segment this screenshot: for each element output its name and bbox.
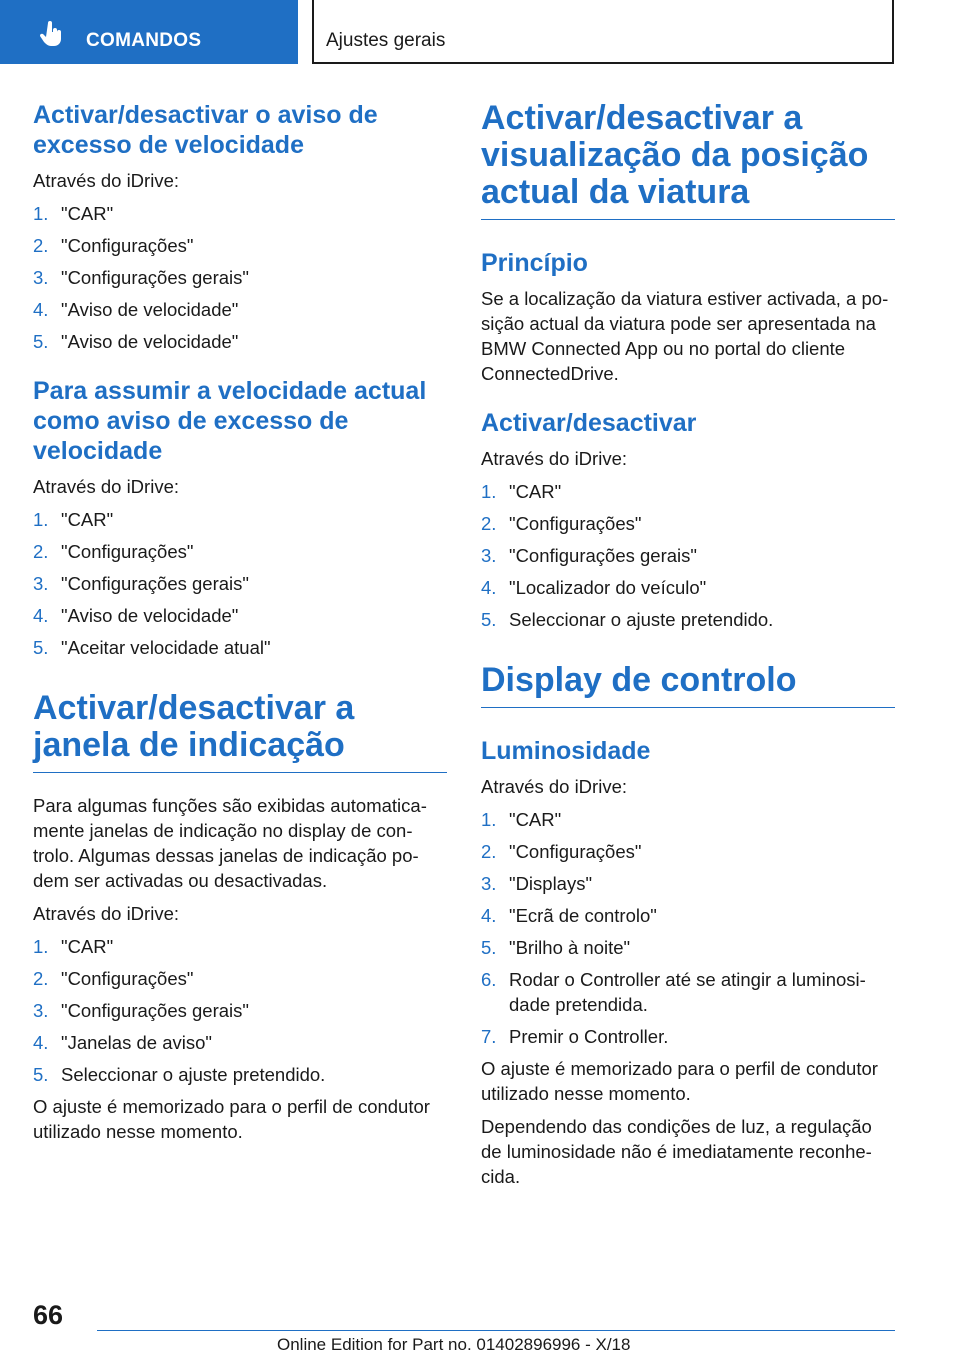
info-window-note: O ajuste é memorizado para o perfil de condutor utilizado nesse momento. — [33, 1096, 430, 1142]
adopt-speed-steps — [33, 507, 447, 660]
hand-pointer-icon — [38, 20, 66, 48]
activate-title: Activar/desactivar — [481, 409, 697, 437]
brightness-note-1: O ajuste é memorizado para o perfil de condutor utilizado nesse momento. — [481, 1058, 878, 1104]
list-item: 2. "Configurações" — [33, 968, 194, 989]
list-item: 5. Seleccionar o ajuste pretendido. — [33, 1064, 326, 1085]
brightness-note-2: Dependendo das condições de luz, a regulação de luminosidade não é imediatamente reconhe-cida. — [481, 1116, 872, 1187]
header-section — [312, 0, 894, 64]
brightness-steps — [481, 807, 895, 1049]
info-window-para: Para algumas funções são exibidas automatica-mente janelas de indicação no display de con-trolo. Algumas dessas janelas de indicação po-dem ser activadas ou desactivadas. — [33, 795, 427, 891]
list-item: 2. "Configurações" — [33, 541, 194, 562]
list-item: 4. "Aviso de velocidade" — [33, 605, 239, 626]
list-item: 2. "Configurações" — [481, 841, 642, 862]
list-item: 3. "Configurações gerais" — [33, 1000, 249, 1021]
list-item: 3. "Configurações gerais" — [33, 267, 249, 288]
list-item: 1. "CAR" — [481, 809, 562, 830]
activate-steps — [481, 479, 895, 632]
list-item: 4. "Ecrã de controlo" — [481, 905, 657, 926]
header-tab — [0, 0, 298, 64]
left-column — [33, 100, 447, 1152]
list-item: 7. Premir o Controller. — [481, 1026, 669, 1047]
speed-warning-intro: Através do iDrive: — [33, 170, 179, 191]
list-item: 3. "Configurações gerais" — [481, 545, 697, 566]
list-item: 2. "Configurações" — [33, 235, 194, 256]
list-item: 5. Seleccionar o ajuste pretendido. — [481, 609, 774, 630]
list-item: 1. "CAR" — [481, 481, 562, 502]
principle-para: Se a localização da viatura estiver activada, a po-sição actual da viatura pode ser apresentada na BMW Connected App ou no portal do cliente ConnectedDrive. — [481, 288, 889, 384]
info-window-intro: Através do iDrive: — [33, 903, 179, 924]
list-item: 5. "Brilho à noite" — [481, 937, 631, 958]
header-tab-label: COMANDOS — [86, 30, 202, 51]
list-item: 1. "CAR" — [33, 509, 114, 530]
list-item: 1. "CAR" — [33, 203, 114, 224]
adopt-speed-intro: Através do iDrive: — [33, 476, 179, 497]
list-item: 2. "Configurações" — [481, 513, 642, 534]
display-title: Display de controlo — [481, 662, 895, 708]
info-window-title: Activar/desactivar a janela de indicação — [33, 690, 447, 773]
brightness-intro: Através do iDrive: — [481, 776, 627, 797]
right-column — [481, 100, 895, 1197]
list-item: 4. "Janelas de aviso" — [33, 1032, 212, 1053]
list-item: 5. "Aceitar velocidade atual" — [33, 637, 271, 658]
list-item: 4. "Localizador do veículo" — [481, 577, 707, 598]
page-number: 66 — [33, 1300, 64, 1330]
list-item: 4. "Aviso de velocidade" — [33, 299, 239, 320]
adopt-speed-title: Para assumir a velocidade actual como aviso de excesso de velocidade — [33, 377, 427, 465]
speed-warning-steps — [33, 201, 447, 354]
activate-intro: Através do iDrive: — [481, 448, 627, 469]
info-window-steps — [33, 934, 447, 1087]
list-item: 6. Rodar o Controller até se atingir a luminosi-dade pretendida. — [481, 969, 866, 1015]
principle-title: Princípio — [481, 249, 588, 277]
list-item: 3. "Displays" — [481, 873, 593, 894]
section-label: Ajustes gerais — [326, 30, 446, 51]
position-title: Activar/desactivar a visualização da posição actual da viatura — [481, 100, 895, 220]
list-item: 3. "Configurações gerais" — [33, 573, 249, 594]
footer-edition: Online Edition for Part no. 01402896996 - X/18 — [277, 1335, 631, 1354]
speed-warning-title: Activar/desactivar o aviso de excesso de velocidade — [33, 101, 378, 159]
list-item: 5. "Aviso de velocidade" — [33, 331, 239, 352]
footer-divider — [97, 1330, 895, 1331]
brightness-title: Luminosidade — [481, 737, 651, 765]
list-item: 1. "CAR" — [33, 936, 114, 957]
